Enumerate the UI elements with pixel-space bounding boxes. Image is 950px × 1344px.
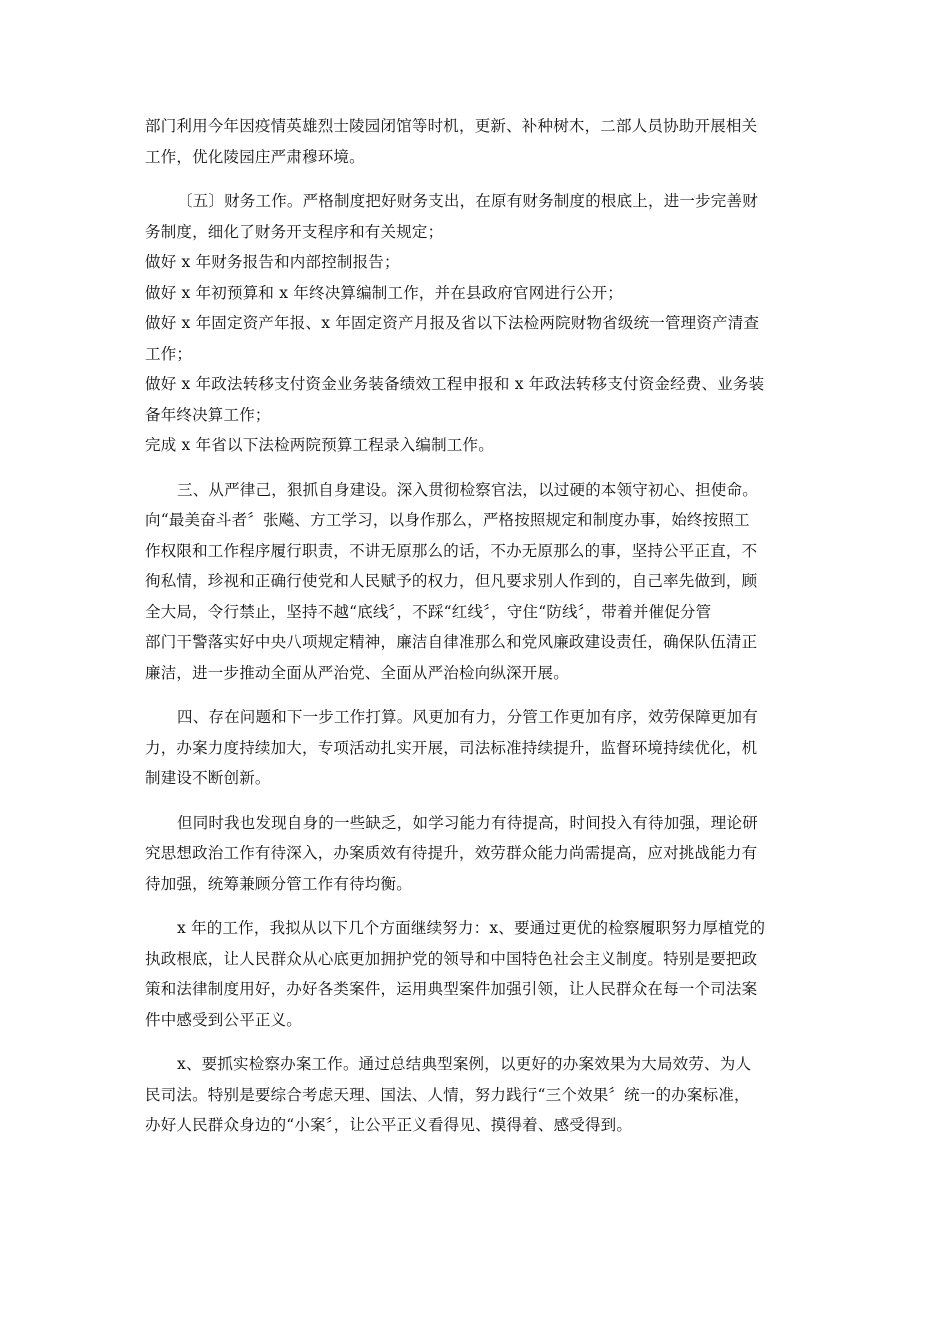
text-line: 廉洁，进一步推动全面从严治党、全面从严治检向纵深开展。 bbox=[145, 663, 569, 682]
text-line: 件中感受到公平正义。 bbox=[145, 1010, 303, 1029]
text-line: 究思想政治工作有待深入，办案质效有待提升，效劳群众能力尚需提高，应对挑战能力有 bbox=[145, 844, 758, 862]
text-line: 工作； bbox=[145, 344, 193, 363]
text-line: 制建设不断创新。 bbox=[145, 769, 271, 787]
text-line: 务制度，细化了财务开支程序和有关规定； bbox=[145, 222, 444, 241]
text-line: 做好 x 年财务报告和内部控制报告； bbox=[145, 253, 400, 271]
text-line: 民司法。特别是要综合考虑天理、国法、人情，努力践行“三个效果〞统一的办案标准， bbox=[145, 1085, 750, 1104]
text-line: 待加强，统筹兼顾分管工作有待均衡。 bbox=[145, 874, 412, 893]
text-line: 做好 x 年政法转移支付资金业务装备绩效工程申报和 x 年政法转移支付资金经费、业务装 bbox=[145, 375, 765, 393]
text-line: 部门干警落实好中央八项规定精神，廉洁自律准那么和党风廉政建设责任，确保队伍清正 bbox=[145, 633, 758, 651]
text-line: 备年终决算工作； bbox=[145, 405, 271, 424]
text-line: 但同时我也发现自身的一些缺乏，如学习能力有待提高，时间投入有待加强，理论研 bbox=[177, 813, 758, 832]
text-line: 做好 x 年初预算和 x 年终决算编制工作，并在县政府官网进行公开； bbox=[145, 283, 623, 302]
text-line: 执政根底，让人民群众从心底更加拥护党的领导和中国特色社会主义制度。特别是要把政 bbox=[145, 949, 758, 968]
text-line: 工作，优化陵园庄严肃穆环境。 bbox=[145, 147, 365, 166]
text-line: 作权限和工作程序履行职责，不讲无原那么的话，不办无原那么的事，坚持公平正直，不 bbox=[145, 541, 758, 560]
text-line: 力，办案力度持续加大，专项活动扎实开展，司法标准持续提升，监督环境持续优化，机 bbox=[145, 738, 758, 757]
text-line: 策和法律制度用好，办好各类案件，运用典型案件加强引领，让人民群众在每一个司法案 bbox=[145, 980, 758, 998]
text-line: 徇私情，珍视和正确行使党和人民赋予的权力，但凡要求别人作到的，自己率先做到，顾 bbox=[145, 572, 758, 590]
text-line: x 年的工作，我拟从以下几个方面继续努力：x、要通过更优的检察履职努力厚植党的 bbox=[177, 919, 766, 937]
text-line: 办好人民群众身边的“小案〞，让公平正义看得见、摸得着、感受得到。 bbox=[145, 1116, 633, 1134]
text-line: 向“最美奋斗者〞张飚、方工学习，以身作那么，严格按照规定和制度办事，始终按照工 bbox=[145, 511, 750, 529]
text-line: 四、存在问题和下一步工作打算。风更加有力，分管工作更加有序，效劳保障更加有 bbox=[177, 708, 758, 726]
text-line: 〔五〕财务工作。严格制度把好财务支出，在原有财务制度的根底上，进一步完善财 bbox=[177, 192, 758, 210]
text-line: 三、从严律己，狠抓自身建设。深入贯彻检察官法，以过硬的本领守初心、担使命。 bbox=[177, 480, 758, 499]
text-line: 做好 x 年固定资产年报、x 年固定资产月报及省以下法检两院财物省级统一管理资产清查 bbox=[145, 314, 760, 332]
text-line: x、要抓实检察办案工作。通过总结典型案例，以更好的办案效果为大局效劳、为人 bbox=[177, 1055, 752, 1073]
text-line: 全大局，令行禁止，坚持不越“底线〞，不踩“红线〞，守住“防线〞，带着并催促分管 bbox=[145, 602, 712, 621]
document-body bbox=[145, 111, 810, 1141]
text-line: 完成 x 年省以下法检两院预算工程录入编制工作。 bbox=[145, 436, 494, 454]
text-line: 部门利用今年因疫情英雄烈士陵园闭馆等时机，更新、补种树木，二部人员协助开展相关 bbox=[145, 117, 758, 135]
